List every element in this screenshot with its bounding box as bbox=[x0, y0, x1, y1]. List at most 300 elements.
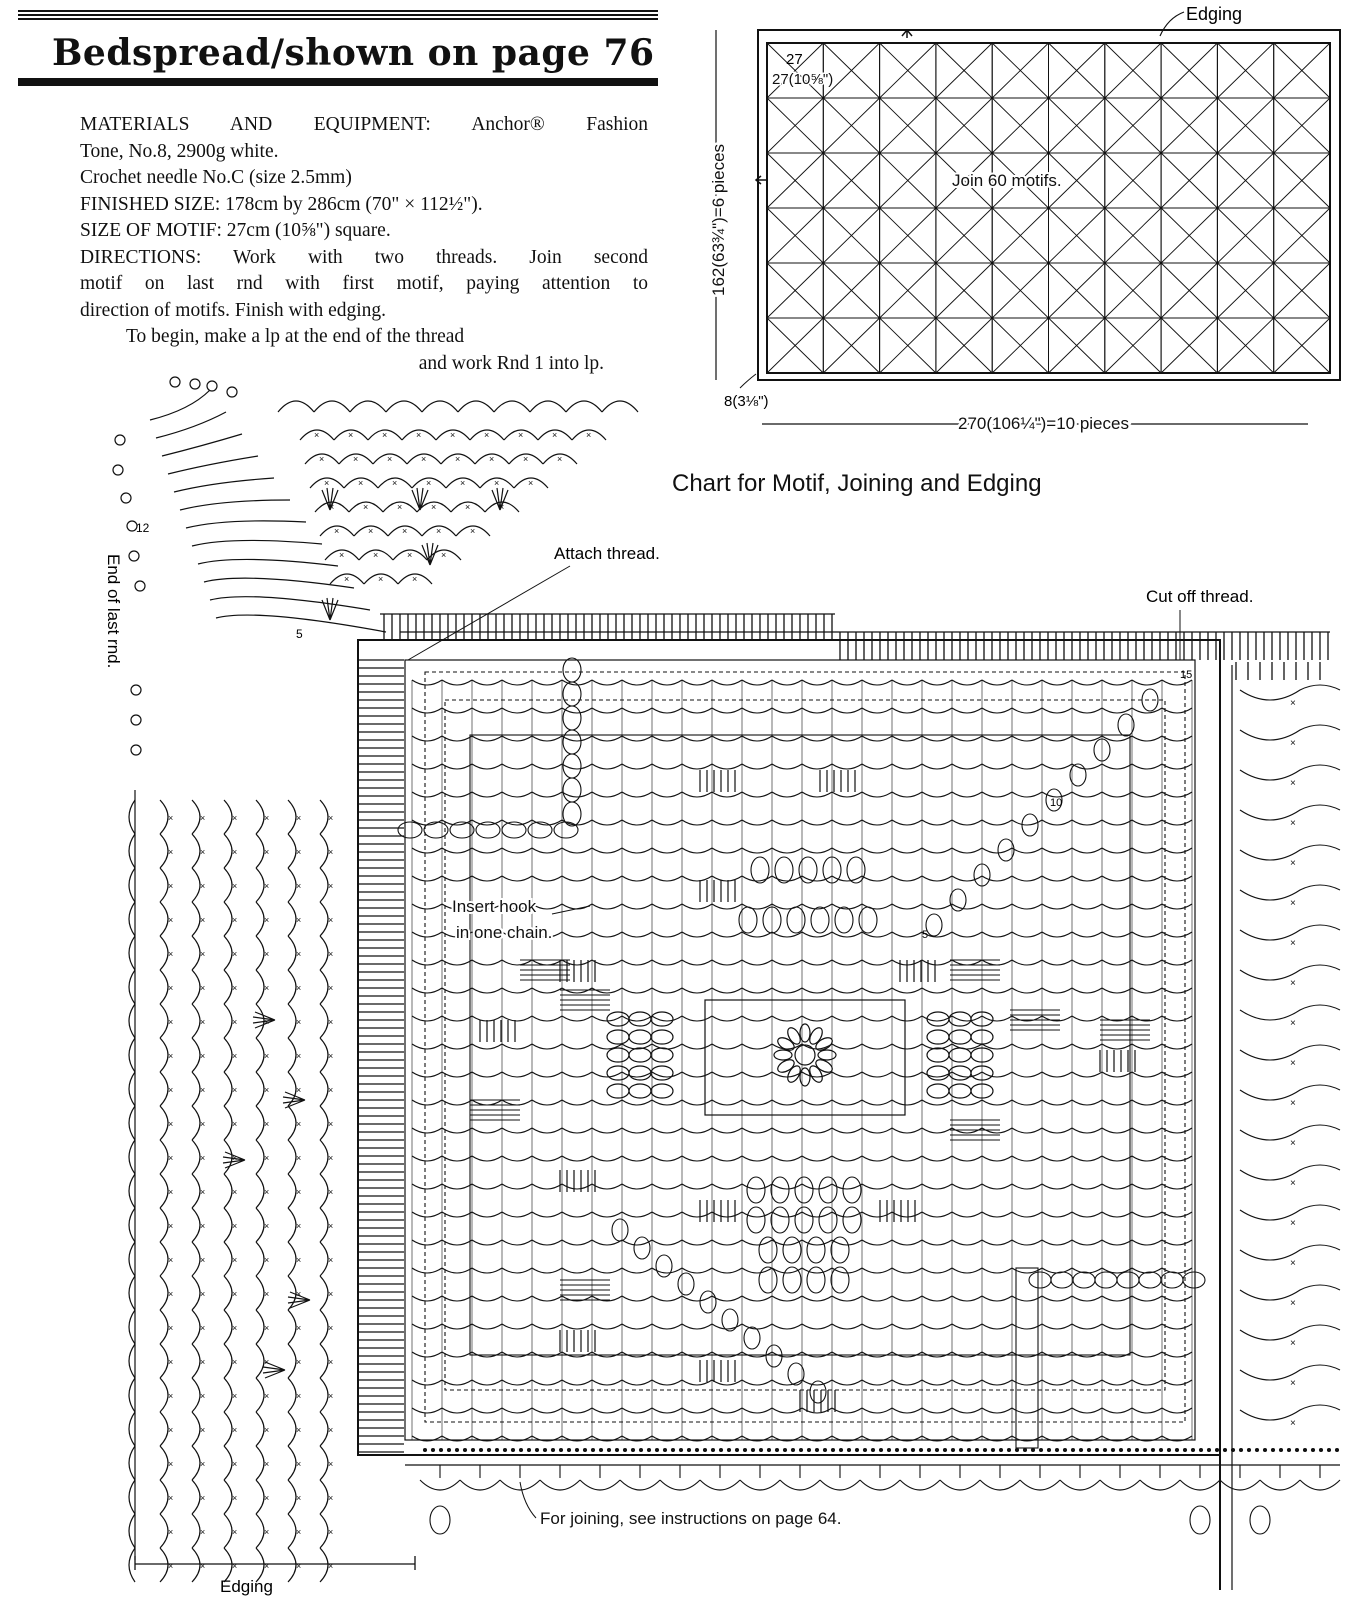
chain-cell bbox=[1132, 1212, 1162, 1217]
chain-dot bbox=[1064, 1449, 1067, 1452]
materials-line: Crochet needle No.C (size 2.5mm) bbox=[80, 167, 352, 188]
sc-mark: × bbox=[412, 574, 418, 584]
chain-cell bbox=[412, 764, 442, 769]
sc-mark: × bbox=[397, 502, 403, 512]
chain-cell bbox=[502, 1100, 532, 1105]
chain-cell bbox=[742, 1408, 772, 1413]
chain-cell bbox=[412, 1184, 442, 1189]
lattice-arch bbox=[288, 1378, 296, 1412]
chain-dot bbox=[704, 1449, 707, 1452]
chain-dot bbox=[768, 1449, 771, 1452]
sc-mark: × bbox=[232, 1221, 238, 1231]
lattice-arch bbox=[256, 1310, 264, 1344]
chain-cell bbox=[472, 848, 502, 853]
chain-cell bbox=[622, 1268, 652, 1273]
lattice-arch bbox=[256, 1378, 264, 1412]
chain-cell bbox=[952, 876, 982, 881]
chain-cell bbox=[592, 960, 622, 965]
sc-mark: × bbox=[328, 1187, 334, 1197]
chain-cell bbox=[562, 764, 592, 769]
sc-mark: × bbox=[200, 1119, 206, 1129]
chain-cell bbox=[832, 988, 862, 993]
chain-cell bbox=[1162, 820, 1192, 825]
petal bbox=[927, 1066, 949, 1080]
chain-cell bbox=[622, 680, 652, 685]
chain-cell bbox=[952, 1072, 982, 1077]
chain-cell bbox=[982, 848, 1012, 853]
edge-scallop bbox=[129, 1446, 135, 1480]
chain-cell bbox=[1102, 1212, 1132, 1217]
chain-cell bbox=[712, 1100, 742, 1105]
chain-cell bbox=[892, 1240, 922, 1245]
chain-cell bbox=[472, 1184, 502, 1189]
lattice-arch bbox=[192, 1446, 200, 1480]
chain-cell bbox=[472, 1324, 502, 1329]
chain-cell bbox=[412, 1016, 442, 1021]
chain-cell bbox=[922, 960, 952, 965]
chain-cell bbox=[982, 708, 1012, 713]
lattice-arch bbox=[160, 834, 168, 868]
lattice-chain bbox=[162, 434, 242, 456]
sc-mark: × bbox=[334, 526, 340, 536]
sc-mark: × bbox=[328, 813, 334, 823]
chain-cell bbox=[622, 988, 652, 993]
chain-cell bbox=[772, 1380, 802, 1385]
chain-cell bbox=[502, 1016, 532, 1021]
lattice-arch bbox=[160, 1276, 168, 1310]
chain-cell bbox=[622, 1380, 652, 1385]
chain-cell bbox=[1072, 820, 1102, 825]
sc-mark: × bbox=[499, 502, 505, 512]
chain-cell bbox=[1162, 764, 1192, 769]
chain-arch bbox=[620, 1480, 660, 1490]
chain-cell bbox=[622, 1128, 652, 1133]
lattice-arch bbox=[320, 902, 328, 936]
chain-cell bbox=[1102, 764, 1132, 769]
chain-cell bbox=[472, 680, 502, 685]
chain-cell bbox=[922, 1184, 952, 1189]
chain-cell bbox=[1072, 988, 1102, 993]
chain-cell bbox=[1012, 1100, 1042, 1105]
chain-cell bbox=[592, 932, 622, 937]
chain-dot bbox=[736, 1449, 739, 1452]
sc-mark: × bbox=[328, 983, 334, 993]
chain-cell bbox=[622, 1212, 652, 1217]
sc-mark: × bbox=[232, 1391, 238, 1401]
lattice-arch bbox=[256, 1242, 264, 1276]
chain-cell bbox=[1162, 1156, 1192, 1161]
chain-cell bbox=[622, 1072, 652, 1077]
chain-cell bbox=[1132, 764, 1162, 769]
chain-dot bbox=[560, 1449, 563, 1452]
sc-mark: × bbox=[296, 813, 302, 823]
chain-cell bbox=[532, 708, 562, 713]
chain-cell bbox=[952, 988, 982, 993]
chain-cell bbox=[472, 1100, 502, 1105]
chain-dot bbox=[776, 1449, 779, 1452]
chain-cell bbox=[802, 988, 832, 993]
lattice-arch bbox=[256, 1174, 264, 1208]
sc-mark: × bbox=[328, 1051, 334, 1061]
chain-cell bbox=[922, 820, 952, 825]
chain-cell bbox=[442, 1268, 472, 1273]
chain-cell bbox=[832, 1296, 862, 1301]
chain-dot bbox=[808, 1449, 811, 1452]
sc-mark: × bbox=[328, 1289, 334, 1299]
lattice-arch bbox=[224, 970, 232, 1004]
lattice-arch bbox=[224, 1106, 232, 1140]
chain-cell bbox=[532, 680, 562, 685]
chain-cell bbox=[1012, 932, 1042, 937]
chain-cell bbox=[532, 1212, 562, 1217]
chain-cell bbox=[1042, 680, 1072, 685]
sc-mark: × bbox=[328, 1527, 334, 1537]
lattice-arch bbox=[160, 1480, 168, 1514]
lattice-arch bbox=[288, 800, 296, 834]
chain-cell bbox=[472, 960, 502, 965]
chain-dot bbox=[680, 1449, 683, 1452]
chain-cell bbox=[982, 820, 1012, 825]
lattice-arch bbox=[192, 1140, 200, 1174]
chain-cell bbox=[412, 1072, 442, 1077]
chain-dot bbox=[688, 1449, 691, 1452]
chain-cell bbox=[622, 1016, 652, 1021]
sc-mark: × bbox=[528, 478, 534, 488]
puff-stitch bbox=[795, 1177, 813, 1203]
chain-cell bbox=[922, 1380, 952, 1385]
edge-scallop bbox=[129, 1106, 135, 1140]
chain-cell bbox=[1132, 848, 1162, 853]
chain-cell bbox=[712, 1296, 742, 1301]
chain-cell bbox=[892, 1044, 922, 1049]
insert-hook-leader bbox=[552, 906, 590, 914]
lattice-arch bbox=[160, 1548, 168, 1582]
chain-cell bbox=[832, 1408, 862, 1413]
chain-cell bbox=[472, 876, 502, 881]
lattice-arch bbox=[224, 936, 232, 970]
chain-cell bbox=[622, 764, 652, 769]
sc-mark: × bbox=[328, 1255, 334, 1265]
chain-dot bbox=[456, 1449, 459, 1452]
puff-stitch bbox=[811, 907, 829, 933]
sc-mark: × bbox=[1290, 1138, 1296, 1149]
chain-cell bbox=[592, 1268, 622, 1273]
picot bbox=[135, 581, 145, 591]
scallop bbox=[566, 401, 602, 412]
materials-line: SIZE OF MOTIF: 27cm (10⅝") square. bbox=[80, 220, 391, 241]
chain-dot bbox=[1328, 1449, 1331, 1452]
chain-cell bbox=[892, 1324, 922, 1329]
chain-cell bbox=[862, 1072, 892, 1077]
lattice-chain bbox=[150, 390, 210, 420]
chain-cell bbox=[1132, 960, 1162, 965]
chain-cell bbox=[712, 1240, 742, 1245]
sc-mark: × bbox=[441, 550, 447, 560]
chain-cell bbox=[832, 1128, 862, 1133]
chain-dot bbox=[1104, 1449, 1107, 1452]
attach-thread-leader bbox=[408, 566, 570, 660]
round-number: 12 bbox=[136, 521, 150, 535]
sc-mark: × bbox=[296, 1323, 302, 1333]
chain-cell bbox=[832, 876, 862, 881]
chain-cell bbox=[952, 792, 982, 797]
sc-mark: × bbox=[296, 881, 302, 891]
lattice-arch bbox=[256, 1208, 264, 1242]
chain-cell bbox=[412, 1212, 442, 1217]
lattice-arch bbox=[288, 1004, 296, 1038]
scallop bbox=[494, 401, 530, 412]
chain-cell bbox=[652, 1296, 682, 1301]
lattice-arch bbox=[192, 1514, 200, 1548]
lattice-arch bbox=[192, 868, 200, 902]
sc-mark: × bbox=[168, 813, 174, 823]
chain-cell bbox=[1072, 1240, 1102, 1245]
chain-cell bbox=[982, 1184, 1012, 1189]
sc-mark: × bbox=[328, 1425, 334, 1435]
chain-cell bbox=[802, 708, 832, 713]
chain-cell bbox=[832, 1324, 862, 1329]
chain-cell bbox=[1042, 1380, 1072, 1385]
lattice-arch bbox=[160, 1310, 168, 1344]
edge-scallop bbox=[129, 800, 135, 834]
lattice-arch bbox=[256, 1412, 264, 1446]
chain-cell bbox=[1132, 876, 1162, 881]
edge-scallop bbox=[129, 1378, 135, 1412]
lattice-arch bbox=[160, 1140, 168, 1174]
chain-dot bbox=[1232, 1449, 1235, 1452]
puff-stitch bbox=[563, 658, 581, 682]
edge-scallop bbox=[129, 1242, 135, 1276]
chain-dot bbox=[552, 1449, 555, 1452]
sc-mark: × bbox=[296, 1153, 302, 1163]
chain-cell bbox=[442, 1380, 472, 1385]
chain-cell bbox=[412, 1240, 442, 1245]
edge-scallop bbox=[129, 1548, 135, 1582]
chain-cell bbox=[892, 736, 922, 741]
chain-cell bbox=[682, 848, 712, 853]
chain-cell bbox=[862, 1296, 892, 1301]
lattice-arch bbox=[224, 1378, 232, 1412]
chain-cell bbox=[922, 988, 952, 993]
puff-stitch bbox=[1183, 1272, 1205, 1288]
chain-dot bbox=[1120, 1449, 1123, 1452]
sc-mark: × bbox=[232, 881, 238, 891]
chain-cell bbox=[982, 960, 1012, 965]
chain-cell bbox=[1102, 848, 1132, 853]
chain-cell bbox=[412, 848, 442, 853]
chain-dot bbox=[1112, 1449, 1115, 1452]
chain-cell bbox=[862, 848, 892, 853]
chain-cell bbox=[562, 932, 592, 937]
lattice-arch bbox=[224, 1174, 232, 1208]
edge-scallop bbox=[129, 902, 135, 936]
chain-cell bbox=[682, 1240, 712, 1245]
lattice-arch bbox=[160, 1514, 168, 1548]
puff-stitch bbox=[1139, 1272, 1161, 1288]
chain-cell bbox=[892, 1380, 922, 1385]
chain-cell bbox=[1042, 1184, 1072, 1189]
chain-cell bbox=[832, 1100, 862, 1105]
sc-mark: × bbox=[1290, 1378, 1296, 1389]
chain-cell bbox=[1072, 1212, 1102, 1217]
chain-cell bbox=[682, 680, 712, 685]
sc-mark: × bbox=[407, 550, 413, 560]
chain-cell bbox=[1162, 1072, 1192, 1077]
chain-cell bbox=[1162, 1128, 1192, 1133]
chain-cell bbox=[742, 680, 772, 685]
lattice-arch bbox=[320, 1548, 328, 1582]
chain-cell bbox=[622, 736, 652, 741]
chain-cell bbox=[1102, 680, 1132, 685]
chain-dot bbox=[1168, 1449, 1171, 1452]
chain-cell bbox=[862, 736, 892, 741]
chain-cell bbox=[772, 820, 802, 825]
puff-stitch bbox=[843, 1207, 861, 1233]
chain-cell bbox=[622, 1156, 652, 1161]
chain-cell bbox=[1042, 708, 1072, 713]
chain-dot bbox=[504, 1449, 507, 1452]
petal bbox=[607, 1030, 629, 1044]
lattice-arch bbox=[320, 1344, 328, 1378]
chain-cell bbox=[532, 1016, 562, 1021]
lattice-arch bbox=[192, 936, 200, 970]
edge-scallop bbox=[129, 1344, 135, 1378]
chain-dot bbox=[1192, 1449, 1195, 1452]
chain-arch bbox=[1300, 1480, 1340, 1490]
chain-dot bbox=[1248, 1449, 1251, 1452]
chain-cell bbox=[892, 1156, 922, 1161]
chain-cell bbox=[742, 1100, 772, 1105]
chain-dot bbox=[1160, 1449, 1163, 1452]
chain-cell bbox=[532, 792, 562, 797]
sc-mark: × bbox=[1290, 1018, 1296, 1029]
chain-cell bbox=[412, 932, 442, 937]
lattice-arch bbox=[320, 1412, 328, 1446]
chain-cell bbox=[562, 1044, 592, 1049]
sc-mark: × bbox=[168, 1357, 174, 1367]
lattice-arch bbox=[320, 1106, 328, 1140]
chain-arch bbox=[660, 1480, 700, 1490]
puff-stitch bbox=[788, 1363, 804, 1385]
picot bbox=[131, 685, 141, 695]
chain-cell bbox=[982, 1380, 1012, 1385]
chain-cell bbox=[682, 960, 712, 965]
chain-cell bbox=[652, 1016, 682, 1021]
lattice-arch bbox=[320, 936, 328, 970]
sc-mark: × bbox=[264, 881, 270, 891]
puff-stitch bbox=[1029, 1272, 1051, 1288]
sc-mark: × bbox=[264, 1153, 270, 1163]
sc-mark: × bbox=[353, 454, 359, 464]
chain-cell bbox=[682, 932, 712, 937]
chain-dot bbox=[1224, 1449, 1227, 1452]
petal bbox=[927, 1084, 949, 1098]
chain-cell bbox=[502, 1128, 532, 1133]
sc-mark: × bbox=[200, 1459, 206, 1469]
chain-dot bbox=[1312, 1449, 1315, 1452]
sc-mark: × bbox=[200, 1561, 206, 1571]
lattice-arch bbox=[192, 1174, 200, 1208]
sc-mark: × bbox=[168, 949, 174, 959]
puff-stitch bbox=[998, 839, 1014, 861]
chain-cell bbox=[1102, 1184, 1132, 1189]
chain-cell bbox=[952, 1324, 982, 1329]
chain-cell bbox=[442, 1296, 472, 1301]
lattice-arch bbox=[288, 1480, 296, 1514]
edge-scallop bbox=[129, 1514, 135, 1548]
chain-cell bbox=[472, 1156, 502, 1161]
chain-cell bbox=[592, 764, 622, 769]
lattice-arch bbox=[224, 902, 232, 936]
lattice-arch bbox=[160, 1072, 168, 1106]
sc-mark: × bbox=[328, 1561, 334, 1571]
chain-cell bbox=[562, 1324, 592, 1329]
chain-cell bbox=[1042, 988, 1072, 993]
chain-cell bbox=[802, 680, 832, 685]
sc-mark: × bbox=[1290, 1218, 1296, 1229]
chain-cell bbox=[772, 1324, 802, 1329]
chain-cell bbox=[1072, 1380, 1102, 1385]
chain-cell bbox=[772, 1100, 802, 1105]
sc-mark: × bbox=[264, 1561, 270, 1571]
puff-stitch bbox=[678, 1273, 694, 1295]
chain-cell bbox=[532, 736, 562, 741]
chain-cell bbox=[832, 1380, 862, 1385]
lattice-arch bbox=[288, 1174, 296, 1208]
chain-cell bbox=[412, 708, 442, 713]
sc-mark: × bbox=[421, 454, 427, 464]
chain-cell bbox=[982, 1324, 1012, 1329]
chain-cell bbox=[1132, 736, 1162, 741]
chain-cell bbox=[1132, 1296, 1162, 1301]
sc-mark: × bbox=[296, 1425, 302, 1435]
chain-cell bbox=[772, 736, 802, 741]
lattice-chain bbox=[192, 540, 322, 546]
edge-scallop bbox=[129, 1004, 135, 1038]
chain-cell bbox=[502, 764, 532, 769]
chain-cell bbox=[472, 1408, 502, 1413]
petal bbox=[607, 1066, 629, 1080]
chain-cell bbox=[472, 1268, 502, 1273]
chain-cell bbox=[742, 1156, 772, 1161]
chain-cell bbox=[1132, 1128, 1162, 1133]
chain-cell bbox=[982, 1240, 1012, 1245]
sc-mark: × bbox=[552, 430, 558, 440]
width-label: 270(106¼")=10 pieces bbox=[958, 414, 1129, 433]
chain-cell bbox=[832, 764, 862, 769]
chain-cell bbox=[892, 1016, 922, 1021]
sc-mark: × bbox=[489, 454, 495, 464]
lattice-arch bbox=[224, 834, 232, 868]
sc-mark: × bbox=[1290, 978, 1296, 989]
chain-dot bbox=[1296, 1449, 1299, 1452]
chain-cell bbox=[562, 736, 592, 741]
edging-leader bbox=[1160, 12, 1184, 36]
chain-cell bbox=[892, 1296, 922, 1301]
sc-mark: × bbox=[200, 1391, 206, 1401]
lattice-arch bbox=[256, 1514, 264, 1548]
chain-cell bbox=[922, 1128, 952, 1133]
sc-mark: × bbox=[264, 983, 270, 993]
edging-label: Edging bbox=[1186, 4, 1243, 24]
chain-dot bbox=[744, 1449, 747, 1452]
chain-cell bbox=[862, 1240, 892, 1245]
puff-stitch bbox=[1051, 1272, 1073, 1288]
chain-cell bbox=[532, 848, 562, 853]
chain-cell bbox=[622, 1324, 652, 1329]
insert-hook-label-1: Insert hook bbox=[452, 897, 537, 916]
chain-cell bbox=[532, 1128, 562, 1133]
